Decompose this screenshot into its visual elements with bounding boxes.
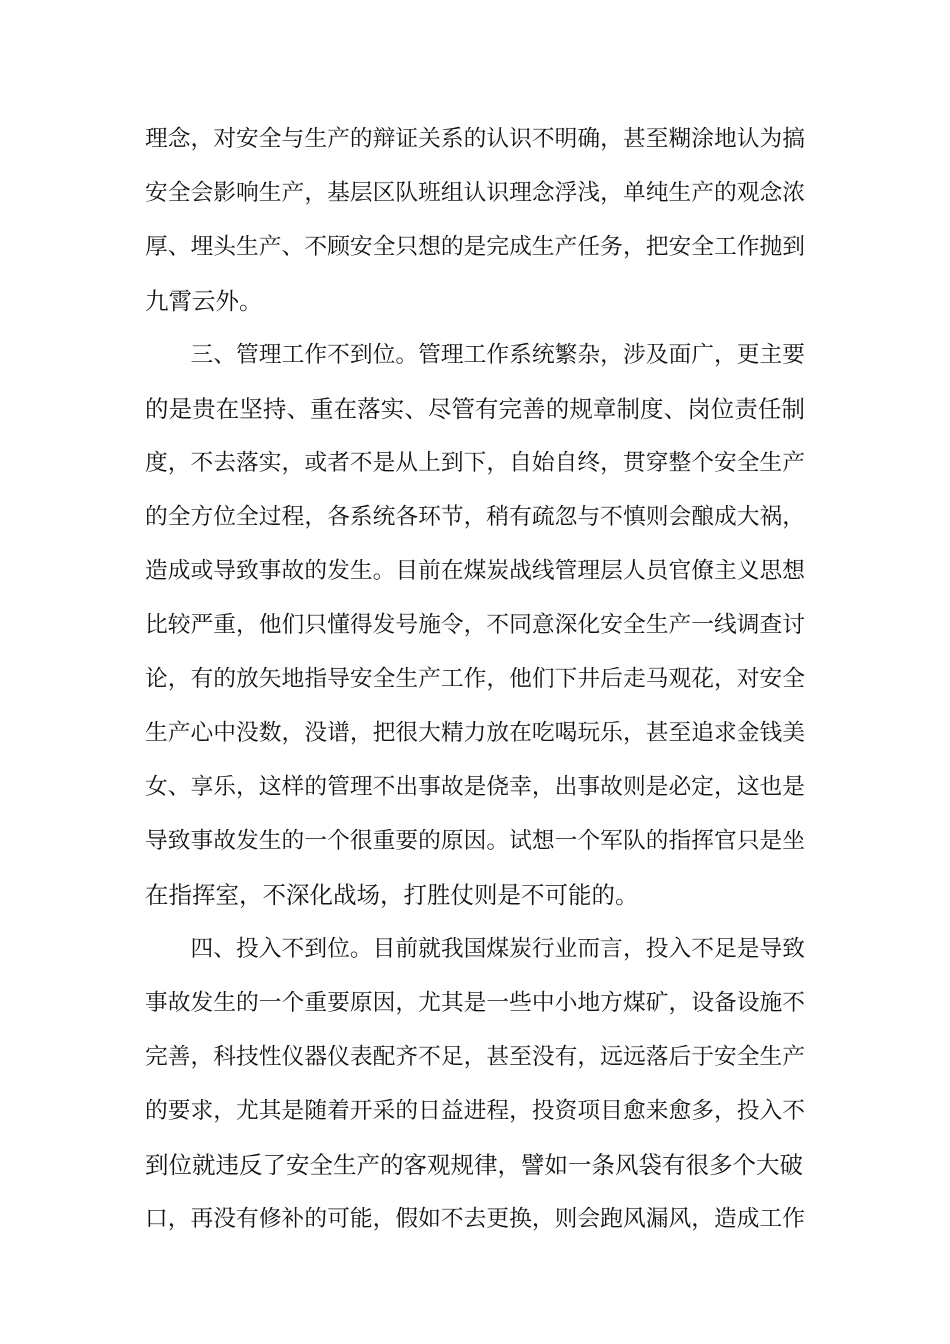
- text-line: 事故发生的一个重要原因，尤其是一些中小地方煤矿，设备设施不: [145, 990, 805, 1016]
- text-line: 的要求，尤其是随着开采的日益进程，投资项目愈来愈多，投入不: [145, 1098, 805, 1124]
- text-line: 比较严重，他们只懂得发号施令，不同意深化安全生产一线调查讨: [145, 612, 805, 638]
- text-line: 口，再没有修补的可能，假如不去更换，则会跑风漏风，造成工作: [145, 1206, 805, 1232]
- text-line: 生产心中没数，没谱，把很大精力放在吃喝玩乐，甚至追求金钱美: [145, 720, 805, 746]
- text-line: 安全会影响生产，基层区队班组认识理念浮浅，单纯生产的观念浓: [145, 180, 805, 206]
- text-line: 理念，对安全与生产的辩证关系的认识不明确，甚至糊涂地认为搞: [145, 126, 805, 152]
- text-line: 三、管理工作不到位。管理工作系统繁杂，涉及面广，更主要: [145, 342, 805, 368]
- text-line: 论，有的放矢地指导安全生产工作，他们下井后走马观花，对安全: [145, 666, 805, 692]
- text-line: 造成或导致事故的发生。目前在煤炭战线管理层人员官僚主义思想: [145, 558, 805, 584]
- text-line: 女、享乐，这样的管理不出事故是侥幸，出事故则是必定，这也是: [145, 774, 805, 800]
- text-line: 的是贵在坚持、重在落实、尽管有完善的规章制度、岗位责任制: [145, 395, 805, 423]
- text-line: 九霄云外。: [145, 287, 263, 315]
- text-line: 度，不去落实，或者不是从上到下，自始自终，贯穿整个安全生产: [145, 450, 805, 476]
- text-line: 四、投入不到位。目前就我国煤炭行业而言，投入不足是导致: [145, 936, 805, 962]
- text-line: 在指挥室，不深化战场，打胜仗则是不可能的。: [145, 881, 639, 909]
- text-line: 的全方位全过程，各系统各环节，稍有疏忽与不慎则会酿成大祸，: [145, 504, 805, 530]
- text-line: 完善，科技性仪器仪表配齐不足，甚至没有，远远落后于安全生产: [145, 1044, 805, 1070]
- text-line: 到位就违反了安全生产的客观规律，譬如一条风袋有很多个大破: [145, 1151, 803, 1179]
- text-line: 导致事故发生的一个很重要的原因。试想一个军队的指挥官只是坐: [145, 828, 805, 854]
- text-line: 厚、埋头生产、不顾安全只想的是完成生产任务，把安全工作抛到: [145, 234, 805, 260]
